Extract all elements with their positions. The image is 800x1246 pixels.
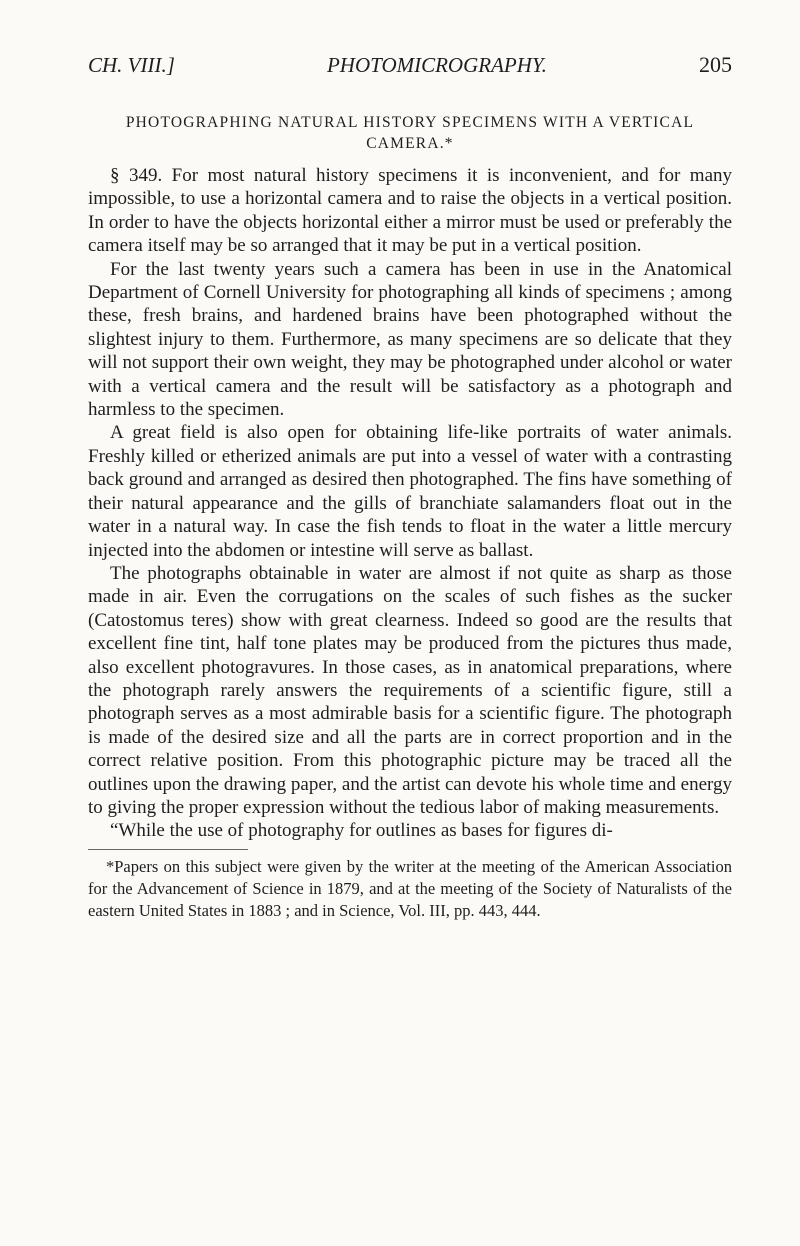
- page-number: 205: [699, 52, 732, 77]
- body-text: [88, 164, 732, 843]
- paragraph: For the last twenty years such a camera has been in use in the Anatomical Department of Cornell University for photographing all kinds of specimens ; among these, fresh brains, and hardened brains have been photographed without the slightest injury to them. Furthermore, as many specimens are so delicate that they will not support their own weight, they may be photographed under alcohol or water with a vertical camera and the result will be satisfactory as a photograph and harmless to the specimen.: [88, 258, 732, 421]
- running-title: PHOTOMICROGRAPHY.: [326, 53, 547, 77]
- footnote-divider: [88, 849, 248, 850]
- paragraph: § 349. For most natural history specimens it is inconvenient, and for many impossible, to use a horizontal camera and to raise the objects in a vertical position. In order to have the objects horizontal either a mirror must be used or preferably the camera itself may be so arranged that it may be put in a vertical position.: [88, 165, 732, 257]
- section-title: PHOTOGRAPHING NATURAL HISTORY SPECIMENS WITH A VERTICAL CAMERA.*: [125, 114, 695, 152]
- paragraph: A great field is also open for obtaining life-like portraits of water animals. Freshly killed or etherized animals are put into a vessel of water with a contrasting back ground and arranged as desired then photographed. The fins have something of their natural appearance and the gills of branchiate salamanders float out in the water in a natural way. In case the fish tends to float in the water a little mercury injected into the abdomen or intestine will serve as ballast.: [88, 422, 732, 561]
- chapter-label: CH. VIII.]: [88, 53, 175, 77]
- paragraph: “While the use of photography for outlines as bases for figures di-: [110, 820, 613, 842]
- running-head: [88, 52, 732, 92]
- footnote: *Papers on this subject were given by the writer at the meeting of the American Association for the Advancement of Science in 1879, and at the meeting of the Society of Naturalists of the eastern United States in 1883 ; and in Science, Vol. III, pp. 443, 444.: [88, 856, 732, 920]
- paragraph: The photographs obtainable in water are almost if not quite as sharp as those made in air. Even the corrugations on the scales of such fishes as the sucker (Catostomus teres) show with great clearness. Indeed so good are the results that excellent fine tint, half tone plates may be produced from the pictures thus made, also excellent photogravures. In those cases, as in anatomical preparations, where the photograph rarely answers the requirements of a scientific figure, still a photograph serves as a most admirable basis for a scientific figure. The photograph is made of the desired size and all the parts are in correct proportion and in the correct relative position. From this photographic picture may be traced all the outlines upon the drawing paper, and the artist can devote his whole time and energy to giving the proper expression without the tedious labor of making measurements.: [88, 562, 732, 818]
